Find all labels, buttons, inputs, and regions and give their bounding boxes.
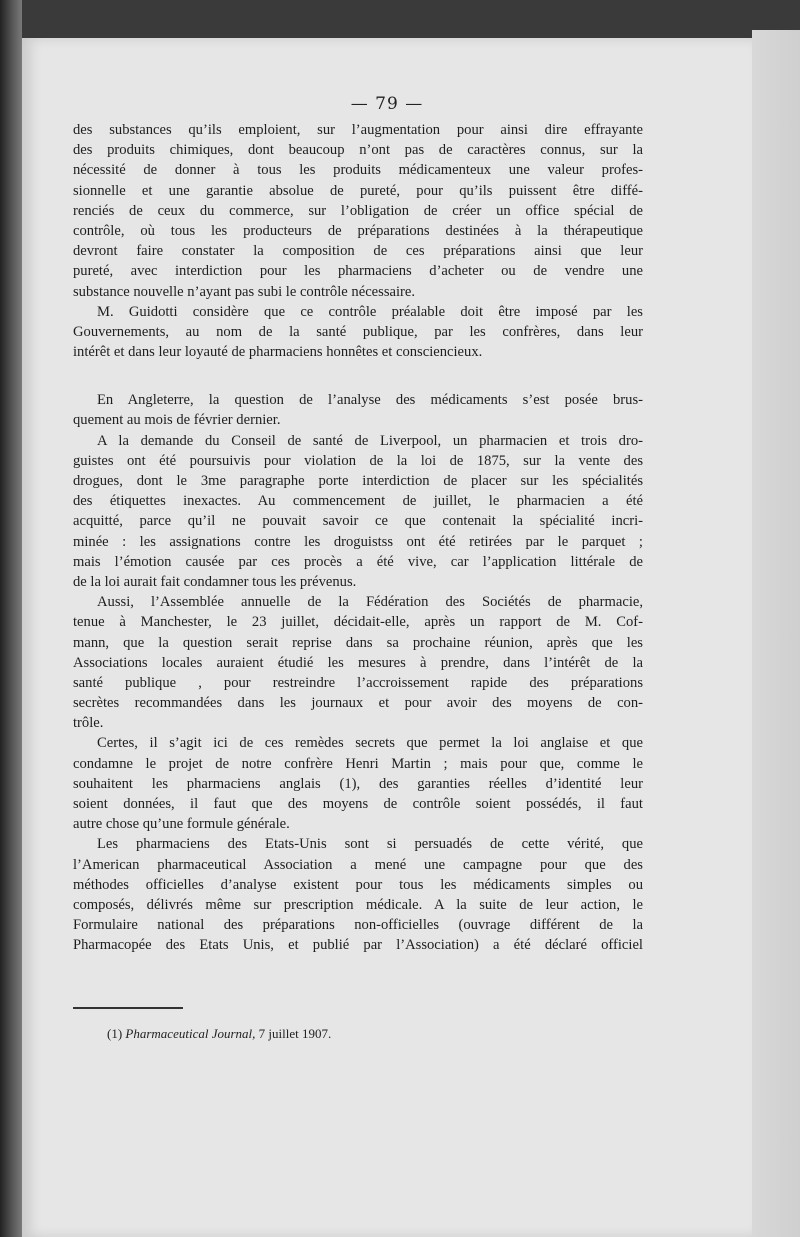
text-line: minée : les assignations contre les droguistss ont été retirées par le parquet ; (73, 533, 643, 550)
text-line: Aussi, l’Assemblée annuelle de la Fédération des Sociétés de pharmacie, (97, 594, 643, 611)
book-page (22, 38, 752, 1237)
text-line: tenue à Manchester, le 23 juillet, décidait-elle, après un rapport de M. Cof- (73, 614, 643, 631)
book-binding (0, 0, 22, 1237)
text-line: Gouvernements, au nom de la santé publique, par les confrères, dans leur (73, 323, 643, 340)
text-line: En Angleterre, la question de l’analyse des médicaments s’est posée brus- (97, 392, 643, 409)
paragraph (73, 390, 643, 410)
text-line: A la demande du Conseil de santé de Liverpool, un pharmacien et trois dro- (97, 432, 643, 449)
text-line: quement au mois de février dernier. (73, 412, 281, 429)
text-line: sionnelle et une garantie absolue de pureté, pour qu’ils puissent être diffé- (73, 182, 643, 199)
paragraph-continuation (73, 451, 643, 592)
text-line: des étiquettes inexactes. Au commencement de juillet, le pharmacien a été (73, 493, 643, 510)
footnote-number: (1) (107, 1026, 123, 1041)
paragraph-continuation (73, 410, 643, 430)
text-line: Les pharmaciens des Etats-Unis sont si persuadés de cette vérité, que (97, 836, 643, 853)
paragraph-continuation (73, 612, 643, 733)
text-line: méthodes officielles d’analyse existent pour tous les médicaments simples ou (73, 876, 643, 893)
text-line: contrôle, où tous les producteurs de préparations destinées à la thérapeutique (73, 222, 643, 239)
text-line: de la loi aurait fait condamner tous les prévenus. (73, 573, 357, 590)
text-line: acquitté, parce qu’il ne pouvait savoir ce que contenait la spécialité incri- (73, 513, 643, 530)
paragraph-continuation (73, 754, 643, 835)
text-line: condamne le projet de notre confrère Henri Martin ; mais pour que, comme le (73, 755, 643, 772)
text-line: des substances qu’ils emploient, sur l’augmentation pour ainsi dire effrayante (73, 122, 643, 138)
paragraph (73, 431, 643, 451)
text-line: l’American pharmaceutical Association a mené une campagne pour que des (73, 856, 643, 873)
text-line: soient données, il faut que des moyens de contrôle soient possédés, il faut (73, 796, 643, 812)
text-line: substance nouvelle n’ayant pas subi le contrôle nécessaire. (73, 283, 416, 300)
footnote-rule (73, 1007, 183, 1009)
footnote-date: 7 juillet 1907. (258, 1026, 332, 1041)
text-line: intérêt et dans leur loyauté de pharmaciens honnêtes et consciencieux. (73, 344, 483, 361)
text-line: pureté, avec interdiction pour les pharmaciens d’acheter ou de vendre une (73, 263, 643, 280)
text-line: souhaitent les pharmaciens anglais (1), des garanties réelles d’identité leur (73, 775, 643, 792)
text-line: Associations locales auraient étudié les mesures à prendre, dans l’intérêt de la (73, 654, 643, 671)
text-line: composés, délivrés même sur prescription médicale. A la suite de leur action, le (73, 896, 643, 913)
text-line: M. Guidotti considère que ce contrôle préalable doit être imposé par les (97, 303, 643, 320)
paragraph (73, 302, 643, 322)
text-line: Formulaire national des préparations non-officielles (ouvrage différent de la (73, 917, 643, 934)
paragraph-continuation (73, 855, 643, 956)
paragraph (73, 120, 643, 302)
text-line: Pharmacopée des Etats Unis, et publié par l’Association) a été déclaré officiel (73, 937, 643, 954)
text-line: mann, que la question serait reprise dans sa prochaine réunion, après que les (73, 634, 643, 651)
text-line: des produits chimiques, dont beaucoup n’ont pas de caractères connus, sur la (73, 142, 643, 159)
paragraph (73, 834, 643, 854)
text-line: autre chose qu’une formule générale. (73, 816, 290, 833)
text-line: nécessité de donner à tous les produits médicamenteux une valeur profes- (73, 162, 643, 179)
text-line: devront faire constater la composition de ces préparations ainsi que leur (73, 243, 643, 260)
text-line: santé publique , pour restreindre l’accroissement rapide des préparations (73, 674, 643, 691)
page-edge (752, 30, 800, 1237)
text-line: drogues, dont le 3me paragraphe porte interdiction de placer sur les spécialités (73, 473, 643, 489)
text-line: trôle. (73, 715, 104, 732)
text-line: guistes ont été poursuivis pour violation de la loi de 1875, sur la vente des (73, 452, 643, 469)
body-text (73, 120, 643, 956)
paragraph (73, 733, 643, 753)
section-gap (73, 362, 643, 390)
text-line: Certes, il s’agit ici de ces remèdes secrets que permet la loi anglaise et que (97, 735, 643, 752)
text-line: renciés de ceux du commerce, sur l’obligation de créer un office spécial de (73, 202, 643, 219)
paragraph-continuation (73, 322, 643, 362)
footnote-source: Pharmaceutical Journal, (125, 1026, 256, 1041)
text-line: mais l’émotion causée par ces procès a été vive, car l’application littérale de (73, 553, 643, 570)
paragraph (73, 592, 643, 612)
text-line: secrètes recommandées dans les journaux et pour avoir des moyens de con- (73, 695, 643, 712)
footnote (107, 1026, 331, 1042)
page-number: — 79 — (350, 94, 424, 114)
